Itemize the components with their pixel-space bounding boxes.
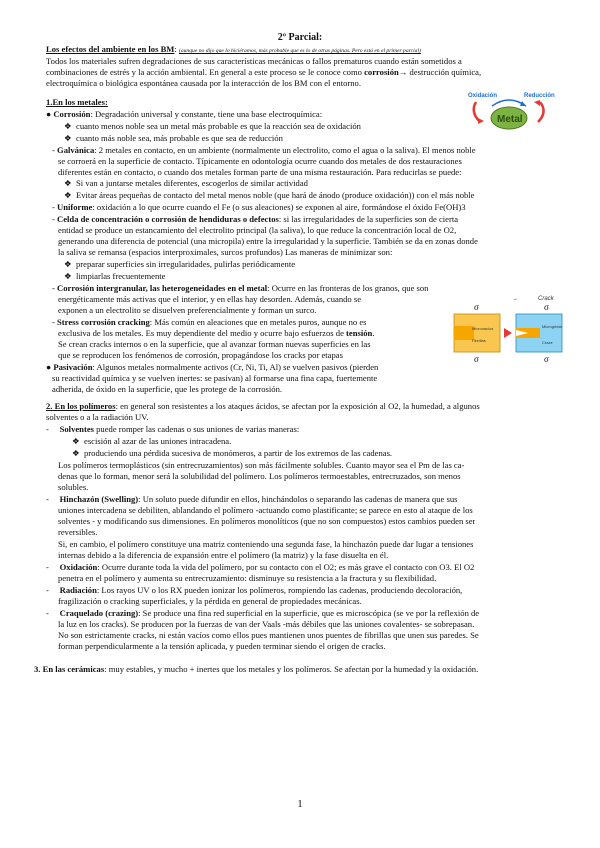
swelling-line: - Hinchazón (Swelling): Un soluto puede difundir en ellos, hinchándolos o separando las cadenas de manera que sus <box>46 494 458 504</box>
intergranular-line: exponen a un electrolito se disuelven preferencialmente y forman un surco. <box>58 305 317 315</box>
page-number: 1 <box>297 798 303 810</box>
uniform-line: - Uniforme: oxidación a lo que ocurre cuando el Fe (o sus aleaciones) se exponen al aire, formándose el óxido Fe(OH)3 <box>52 202 466 212</box>
intro-heading-line: Los efectos del ambiente en los BM: (aunque no dijo que lo hiciéramos, más probable que es lo de otras páginas. Pero está en el primer parcial) <box>46 44 421 54</box>
galvanic-line: diferentes están en contacto, o cuando dos metales forman parte de una misma restauración. Para reducirlas se puede: <box>58 167 462 177</box>
craze-label: Craze <box>542 340 553 345</box>
intro-line: combinaciones de estrés y la acción ambiental. En general a este proceso se le conoce como corrosión→ destrucción química, <box>46 67 482 77</box>
swelling-line: solventes - y modificando sus dimensiones. En polímeros monolíticos (que no son compuestos) estos cambios pueden ser <box>58 516 476 526</box>
solubility-line: Los polímeros termoplásticos (sin entrecruzamientos) son más fácilmente solubles. Cuanto mayor sea el Pm de las ca- <box>58 460 465 470</box>
crevice-line: generando una diferencia de potencial (una micropila) entre la irregularidad y la superficie. También se da en zonas donde <box>58 236 478 246</box>
swelling-line: uniones intercadena se debiliten, ablandando el polímero -actuando como plastificante; se parece en esto al ataque de los <box>58 505 473 515</box>
list-item: ❖ Si van a juntarse metales diferentes, escogerlos de similar actividad <box>64 178 308 188</box>
metal-label: Metal <box>497 114 523 125</box>
ceramics-line: 3. En las cerámicas: muy estables, y mucho + inertes que los metales y los polímeros. Se afectan por la humedad y la oxidación. <box>34 664 479 674</box>
sigma-bottom-right: σ <box>544 354 549 364</box>
galvanic-line: se corroerá en la superficie de contacto. Típicamente en odontología ocurre cuando dos metales de dos restauraciones <box>58 156 462 166</box>
sigma-top-right: σ <box>544 302 549 312</box>
oxidation-label: Oxidación <box>468 93 498 99</box>
radiation-line: fragilización o cracking superficiales, y la pérdida en general de propiedades mecánicas. <box>58 596 362 606</box>
polymers-heading: 2. En los polímeros <box>46 401 116 411</box>
oxidation-line: - Oxidación: Ocurre durante toda la vida del polímero, por su contacto con el O2; es más grave el contacto con O3. El O2 <box>46 562 475 572</box>
swelling-line: reversibles. <box>58 527 98 537</box>
stress-line: que se reproducen los fenómenos de corrosión, propagándose los cracks por etapas <box>58 350 343 360</box>
stress-line: exclusiva de los metales. Es muy dependiente del medio y ocurre bajo esfuerzos de tensión. <box>58 328 375 338</box>
microgrieta-label: Microgrieta <box>542 324 562 329</box>
list-item: ❖ cuanto más noble sea, más probable es que sea de reducción <box>64 133 283 143</box>
intro-line: Todos los materiales sufren degradaciones de sus características mecánicas o fallos prematuros cuando están sometidos a <box>46 56 462 66</box>
crazing-line: forman perpendicularmente a la tensión aplicada, y pueden terminar siendo el origen de cracks. <box>58 641 386 651</box>
metal-redox-figure <box>462 88 558 132</box>
stress-line: - Stress corrosión cracking: Más común en aleaciones que en metales puros, aunque no es <box>52 317 367 327</box>
list-item: ❖ produciendo una pérdida sucesiva de monómeros, a partir de los extremos de las cadenas. <box>72 448 393 458</box>
solubility-line: denas que lo forman, menor será la solubilidad del polímero. Los polímeros termoestables, entrecruzados, son menos <box>58 471 461 481</box>
intergranular-line: energéticamente más activas que el interior, y en ellas hay desorden. Además, cuando se <box>58 294 362 304</box>
crevice-line: la saliva se remansa (espacios interproximales, surcos profundos) Las maneras de minimizar son: <box>58 247 393 257</box>
microvacio-label: Microvacíos <box>472 326 494 331</box>
galvanic-line: - Galvánica: 2 metales en contacto, en un ambiente (normalmente un electrolito, como el agua o la saliva). El menos noble <box>52 145 476 155</box>
stress-line: Se crean cracks internos o en la superficie, que al avanzar forman nuevas superficies en las <box>58 339 371 349</box>
list-item: ❖ limpiarlas frecuentemente <box>64 271 166 281</box>
intro-note: (aunque no dijo que lo hiciéramos, más probable que es lo de otras páginas. Pero está en el primer parcial) <box>178 48 421 54</box>
fibrillas-label: Fibrillas <box>472 338 486 343</box>
solubility-line: solubles. <box>58 482 89 492</box>
list-item: ❖ cuanto menos noble sea un metal más probable es que la reacción sea de oxidación <box>64 121 361 131</box>
intro-line: electroquímica o biológica espontánea causada por la interacción de los BM con el entorno. <box>46 78 361 88</box>
sigma-top-left: σ <box>474 302 479 312</box>
passivation-line: ● Pasivación: Algunos metales normalmente activos (Cr, Ni, Ti, Al) se vuelven pasivos (pierden <box>46 362 379 372</box>
list-item: ❖ preparar superficies sin irregularidades, pulirlas periódicamente <box>64 259 296 269</box>
arrow-label: → <box>512 296 518 302</box>
crevice-line: - Celda de concentración o corrosión de hendiduras o defectos: si las irregularidades de la superficies son de cierta <box>52 214 459 224</box>
crazing-line: - Craquelado (crazing): Se produce una fina red superficial en la superficie, que es microscópica (se ve por la reflexión de <box>46 608 480 618</box>
crazing-line: la luz en los cracks). Se producen por la fuerzas de van der Vaals -más débiles que las uniones covalentes- se sobrepasan. <box>58 619 475 629</box>
corrosion-term: corrosión <box>364 67 399 77</box>
passivation-line: su reactividad química y se vuelven inertes: se pasivan) al formarse una fina capa, fuertemente <box>52 373 378 383</box>
list-item: ❖ escisión al azar de las uniones intracadena. <box>72 436 232 446</box>
ceramics-heading: 3. En las cerámicas <box>34 664 105 674</box>
corrosion-line: ● Corrosión: Degradación universal y constante, tiene una base electroquímica: <box>46 109 323 119</box>
list-item: ❖ Evitar áreas pequeñas de contacto del metal menos noble (que hará de ánodo (produce oxidación)) con el más noble <box>64 190 475 200</box>
solvents-line: - Solventes puede romper las cadenas o sus uniones de varias maneras: <box>46 424 300 434</box>
reduction-label: Reducción <box>524 93 555 99</box>
oxidation-line: penetra en el polímero y aumenta su entrecruzamiento: disminuye su resistencia a la fractura y su flexibilidad. <box>58 573 437 583</box>
passivation-line: adherida, de óxido en la superficie, que les protege de la corrosión. <box>52 384 283 394</box>
swelling-line: Si, en cambio, el polímero constituye una matriz conteniendo una segunda fase, la hinchazón puede dar lugar a tensiones <box>58 539 474 549</box>
intergranular-line: - Corrosión intergranular, las heterogeneidades en el metal: Ocurre en las fronteras de los granos, que son <box>52 283 429 293</box>
swelling-line: internas debido a la diferencia de expansión entre el polímero (la matriz) y la fase disuelta en él. <box>58 550 389 560</box>
crack-label: Crack <box>538 296 554 302</box>
metals-heading: 1.En los metales: <box>46 97 108 107</box>
crevice-line: entidad se produce un estancamiento del electrolito principal (la saliva), lo que reduce la concentración local de O2, <box>58 225 457 235</box>
polymers-heading-line: 2. En los polímeros: en general son resistentes a los ataques ácidos, se afectan por la exposición al O2, la humedad, a algunos <box>46 401 480 411</box>
page-title: 2º Parcial: <box>277 32 323 43</box>
intro-heading: Los efectos del ambiente en los BM <box>46 44 175 54</box>
sigma-bottom-left: σ <box>474 354 479 364</box>
crazing-line: No son estrictamente cracks, ni están vacíos como ellos pues mantienen unos puentes de fibrillas que unen sus paredes. Se <box>58 630 479 640</box>
crazing-figure <box>448 292 568 364</box>
radiation-line: - Radiación: Los rayos UV o los RX pueden ionizar los polímeros, rompiendo las cadenas, produciendo decoloración, <box>46 585 463 595</box>
polymers-line: solventes o a la radiación UV. <box>46 412 149 422</box>
